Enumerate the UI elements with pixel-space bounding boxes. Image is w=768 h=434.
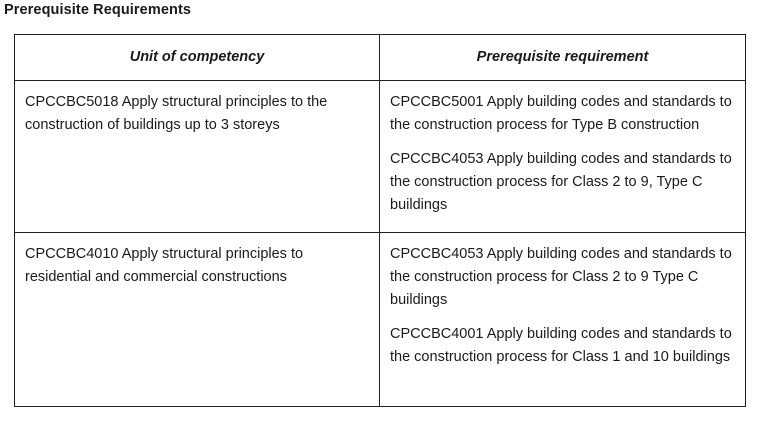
prerequisite-item: CPCCBC4053 Apply building codes and standards to the construction process for Class 2 to 9, Type C buildings bbox=[390, 151, 732, 213]
prerequisite-item: CPCCBC5001 Apply building codes and standards to the construction process for Type B construction bbox=[390, 94, 732, 133]
prerequisite-cell bbox=[380, 233, 746, 407]
table-header-row bbox=[15, 35, 746, 81]
prerequisite-table bbox=[14, 34, 746, 407]
header-unit-of-competency: Unit of competency bbox=[15, 35, 380, 81]
table-row bbox=[15, 233, 746, 407]
prerequisite-cell bbox=[380, 81, 746, 233]
unit-cell: CPCCBC5018 Apply structural principles to the construction of buildings up to 3 storeys bbox=[15, 81, 380, 233]
prerequisite-item: CPCCBC4001 Apply building codes and standards to the construction process for Class 1 and 10 buildings bbox=[390, 326, 732, 365]
prerequisite-item: CPCCBC4053 Apply building codes and standards to the construction process for Class 2 to 9 Type C buildings bbox=[390, 246, 732, 308]
table-row bbox=[15, 81, 746, 233]
document-title: Prerequisite Requirements bbox=[4, 2, 192, 18]
unit-cell: CPCCBC4010 Apply structural principles to residential and commercial constructions bbox=[15, 233, 380, 407]
header-prerequisite-requirement: Prerequisite requirement bbox=[380, 35, 746, 81]
